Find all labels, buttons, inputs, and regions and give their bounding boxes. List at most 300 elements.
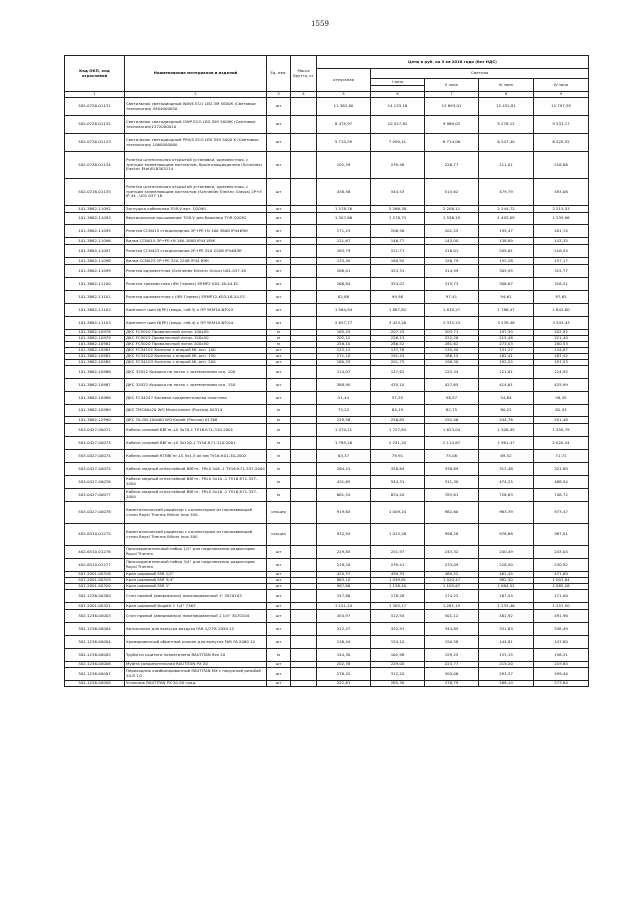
cell-mass (291, 424, 317, 437)
table-row (65, 238, 589, 245)
cell-zone-1: 544,31 (371, 476, 425, 489)
cell-zone-4: 221,40 (534, 336, 589, 342)
cell-mass (291, 502, 317, 524)
cell-zone-2: 305,06 (425, 668, 479, 681)
cell-zone-4: 82,43 (534, 405, 589, 417)
cell-zone-4: 147,80 (534, 636, 589, 649)
cell-unit: шт (267, 360, 291, 366)
cell-zone-4: 216,54 (534, 245, 589, 258)
cell-unit: шт (267, 134, 291, 152)
cell-code: 101-3862-11096 (65, 238, 125, 245)
cell-name: Кабель медный огнестойкий ВВГнг- FRLS 5x10 -1 ТУ16.К71-337-2004 (125, 476, 267, 489)
cell-zone-4: 1 539,96 (534, 213, 589, 225)
cell-name: Кабель силовой ВВГнг-LS 3x120-1 ТУ16.К71-310-2001 (125, 437, 267, 450)
cell-name: ДКС FC5010 Проволочный лоток 100х50 (125, 330, 267, 336)
cell-mass (291, 245, 317, 258)
cell-unit: секция (267, 524, 291, 546)
cell-code: 507-2001-00318 (65, 572, 125, 578)
cell-zone-3: 94,61 (479, 291, 534, 304)
cell-zone-3: 312,48 (479, 463, 534, 476)
cell-mass (291, 225, 317, 238)
cell-zone-2: 188,15 (425, 354, 479, 360)
cell-zone-1: 84,19 (371, 405, 425, 417)
table-row (65, 206, 589, 213)
cell-zone-4: 12 797,59 (534, 98, 589, 116)
cell-unit: шт (267, 225, 291, 238)
cell-zone-4: 488,54 (534, 476, 589, 489)
cell-zone-3: 462,45 (479, 572, 534, 578)
table-row (65, 649, 589, 662)
cell-name: ДКС FC5020 Проволочный лоток 200х50 (125, 342, 267, 348)
header-zone-4: IV зона (534, 79, 589, 92)
cell-code: 302-1236-00006 (65, 662, 125, 668)
cell-mass (291, 379, 317, 392)
cell-zone-3: 240,49 (479, 546, 534, 559)
cell-otpusk: 121,67 (317, 238, 371, 245)
table-row (65, 116, 589, 134)
cell-code: 101-3862-10989 (65, 405, 125, 417)
table-row (65, 258, 589, 265)
cell-code: 101-3862-11093 (65, 213, 125, 225)
cell-zone-4: 973,47 (534, 502, 589, 524)
cell-zone-1: 239,48 (371, 152, 425, 179)
cell-zone-1: 285,30 (371, 681, 425, 687)
header-mass: Масса брутто, кг (291, 56, 317, 92)
cell-code: 101-3862-10985 (65, 360, 125, 366)
cell-mass (291, 278, 317, 291)
cell-unit: шт (267, 636, 291, 649)
cell-name: Автоклапан для выпуска воздуха FAR 1/2 FA 2050 12 (125, 623, 267, 636)
cell-zone-3: 209,81 (479, 245, 534, 258)
cell-zone-1: 191,43 (371, 354, 425, 360)
cell-unit: м (267, 342, 291, 348)
cell-unit: шт (267, 317, 291, 330)
cell-zone-4: 56,35 (534, 392, 589, 405)
cell-unit: шт (267, 584, 291, 590)
cell-name: Кабель медный огнестойкий ВВГнг- FRLS 5x6 -1 ТУ16.К71-337-2004 (125, 463, 267, 476)
cell-unit: шт (267, 572, 291, 578)
cell-name: Розетка штепсельная открытой установки, одноместная, с третьим заземляющим контактом (Schneider Electric Glossa) 2P+E IP 44 , U01 037 18 (125, 179, 267, 206)
cell-zone-2: 281,62 (425, 342, 479, 348)
cell-zone-2: 198,30 (425, 360, 479, 366)
cell-mass (291, 213, 317, 225)
cell-zone-1: 312,20 (371, 668, 425, 681)
cell-name: Кран шаровый FAR 1/2" (125, 572, 267, 578)
cell-zone-4: 3 343,43 (534, 317, 589, 330)
cell-unit: шт (267, 348, 291, 354)
cell-otpusk: 63,37 (317, 450, 371, 463)
cell-zone-4: 338,49 (534, 623, 589, 636)
cell-zone-2: 150,58 (425, 636, 479, 649)
cell-zone-3: 1 508,45 (479, 424, 534, 437)
cell-code: 101-3862-11097 (65, 245, 125, 258)
cell-name: Хромированный обратный клапан для выпуска FAR FA 2080 12 (125, 636, 267, 649)
cell-otpusk: 229,58 (317, 417, 371, 424)
cell-zone-4: 2 020,54 (534, 437, 589, 450)
cell-otpusk: 252,61 (317, 681, 371, 687)
cell-zone-4: 1 257,50 (534, 603, 589, 610)
cell-zone-2: 2 208,11 (425, 206, 479, 213)
cell-code: 101-3862-10978 (65, 330, 125, 336)
cell-unit: шт (267, 258, 291, 265)
cell-zone-3: 182,41 (479, 354, 534, 360)
cell-otpusk: 1 121,24 (317, 603, 371, 610)
cell-zone-4: 1 550,79 (534, 424, 589, 437)
cell-zone-1: 160,92 (371, 258, 425, 265)
cell-code: 302-1236-00004 (65, 636, 125, 649)
cell-zone-1: 1 039,61 (371, 578, 425, 584)
cell-zone-3: 54,84 (479, 392, 534, 405)
cell-zone-3: 479,79 (479, 179, 534, 206)
cell-zone-4: 143,35 (534, 238, 589, 245)
cell-code: 101-3862-10981 (65, 348, 125, 354)
cell-unit: м (267, 649, 291, 662)
table-row (65, 179, 589, 206)
cell-name: ДКС FC34102 Консоль с опорой ML осн. 150 (125, 354, 267, 360)
cell-code: 101-3862-10986 (65, 366, 125, 379)
cell-zone-3: 80,22 (479, 405, 534, 417)
cell-zone-2: 233,09 (425, 559, 479, 572)
cell-otpusk: 2 837,77 (317, 317, 371, 330)
cell-zone-3: 1 064,52 (479, 584, 534, 590)
cell-mass (291, 450, 317, 463)
cell-name: Присоединительный набор 1/2" для подключения радиаторов Royal Thermo (125, 546, 267, 559)
cell-zone-2: 82,75 (425, 405, 479, 417)
cell-zone-2: 143,00 (425, 238, 479, 245)
cell-mass (291, 681, 317, 687)
table-row (65, 681, 589, 687)
cell-zone-2: 6 714,06 (425, 134, 479, 152)
header-zone-2: II зона (425, 79, 479, 92)
cell-zone-4: 299,44 (534, 668, 589, 681)
cell-code: 402-8310-01275 (65, 524, 125, 546)
cell-unit: шт (267, 392, 291, 405)
cell-zone-2: 252,46 (425, 417, 479, 424)
cell-otpusk: 133,40 (317, 258, 371, 265)
cell-name: Стоп прямой (американка) никелированный 1" 3070103 (125, 590, 267, 603)
cell-zone-3: 6 247,40 (479, 134, 534, 152)
cell-zone-3: 1 492,09 (479, 213, 534, 225)
cell-zone-2: 3 335,23 (425, 317, 479, 330)
cell-code: 507-2001-00320 (65, 584, 125, 590)
cell-code: 503-0427-00074 (65, 450, 125, 463)
cell-zone-4: 171,00 (534, 590, 589, 603)
cell-otpusk: 165,25 (317, 330, 371, 336)
cell-unit: шт (267, 245, 291, 258)
cell-unit: шт (267, 603, 291, 610)
cell-zone-3: 121,61 (479, 366, 534, 379)
cell-zone-2: 996,28 (425, 524, 479, 546)
cell-zone-3: 726,83 (479, 489, 534, 502)
cell-zone-4: 1 001,84 (534, 578, 589, 584)
cell-zone-2: 223,77 (425, 662, 479, 668)
table-row (65, 98, 589, 116)
cell-zone-1: 324,07 (371, 278, 425, 291)
table-row (65, 265, 589, 278)
header-unit: Ед. изм. (267, 56, 291, 92)
cell-zone-1: 512,54 (371, 610, 425, 623)
table-row (65, 225, 589, 238)
cell-unit: шт (267, 213, 291, 225)
cell-name: Розетка CCN423 стационарная 2P+PE 32А 220В IP44ИЭК (125, 245, 267, 258)
cell-zone-4: 2 213,53 (534, 206, 589, 213)
cell-name: Вилка CCN015 3P+PE+N 16А 380В IP44 ИЭК (125, 238, 267, 245)
cell-zone-2: 174,22 (425, 590, 479, 603)
cell-zone-4: 197,53 (534, 360, 589, 366)
cell-mass (291, 437, 317, 450)
cell-zone-2: 125,44 (425, 366, 479, 379)
cell-zone-1: 229,00 (371, 662, 425, 668)
cell-zone-3: 144,81 (479, 636, 534, 649)
cell-zone-2: 216,01 (425, 245, 479, 258)
cell-zone-2: 1 839,27 (425, 304, 479, 317)
col-number: 1 (65, 92, 125, 98)
cell-code: 302-1236-00004 (65, 623, 125, 636)
cell-otpusk: 180,33 (317, 360, 371, 366)
cell-code: 101-3862-10988 (65, 392, 125, 405)
cell-zone-2: 201,25 (425, 225, 479, 238)
cell-code: 503-0427-00078 (65, 502, 125, 524)
cell-zone-3: 414,61 (479, 379, 534, 392)
cell-mass (291, 179, 317, 206)
cell-name: Розетка CCN415 стационарная 3P+PE+N 16А 380В IP44ИЭК (125, 225, 267, 238)
cell-name: Муфта соединительная RAUTITAN PX 20 (125, 662, 267, 668)
cell-unit: м (267, 463, 291, 476)
cell-zone-2: 427,65 (425, 379, 479, 392)
cell-zone-3: 963,39 (479, 502, 534, 524)
cell-mass (291, 206, 317, 213)
cell-name: Светильник светодиодный WAVE ECO LED 3M 5000К (Световые технологии) 4504000050 (125, 98, 267, 116)
table-row (65, 590, 589, 603)
cell-zone-1: 1 009,24 (371, 502, 425, 524)
cell-mass (291, 489, 317, 502)
cell-unit: м (267, 476, 291, 489)
cell-zone-3: 167,54 (479, 590, 534, 603)
table-row (65, 424, 589, 437)
cell-name: Светильник светодиодный OWP ECO LED 595 5000К (Световые технологии)1372000010 (125, 116, 267, 134)
cell-otpusk: 256,10 (317, 342, 371, 348)
cell-zone-4: 243,04 (534, 546, 589, 559)
cell-zone-3: 305,95 (479, 265, 534, 278)
cell-otpusk: 863,10 (317, 578, 371, 584)
cell-zone-1: 221,71 (371, 245, 425, 258)
cell-zone-3: 152,28 (479, 258, 534, 265)
table-row (65, 463, 589, 476)
cell-otpusk: 438,56 (317, 179, 371, 206)
cell-zone-4: 156,31 (534, 649, 589, 662)
cell-zone-2: 75,06 (425, 450, 479, 463)
cell-zone-2: 13 893,01 (425, 98, 479, 116)
cell-zone-1: 201,75 (371, 360, 425, 366)
cell-mass (291, 649, 317, 662)
cell-zone-4: 425,99 (534, 379, 589, 392)
cell-otpusk: 420,37 (317, 572, 371, 578)
cell-zone-2: 9 969,03 (425, 116, 479, 134)
cell-otpusk: 136,44 (317, 636, 371, 649)
cell-otpusk: 202,12 (317, 336, 371, 342)
cell-name: Розетка одноместная с (IEK Гермес) ERMP12-K03-16-54-EC (125, 291, 267, 304)
cell-code: 101-3862-11095 (65, 225, 125, 238)
cell-unit: шт (267, 206, 291, 213)
cell-zone-4: 71,72 (534, 450, 589, 463)
cell-unit: шт (267, 559, 291, 572)
cell-zone-1: 1 727,83 (371, 424, 425, 437)
cell-zone-1: 137,76 (371, 348, 425, 354)
cell-zone-4: 157,17 (534, 258, 589, 265)
cell-unit: шт (267, 546, 291, 559)
cell-zone-3: 474,25 (479, 476, 534, 489)
cell-zone-3: 153,15 (479, 649, 534, 662)
cell-mass (291, 623, 317, 636)
cell-zone-1: 1 887,82 (371, 304, 425, 317)
cell-name: Стоп прямой (американка) никелированный 1 1/4" 3070104 (125, 610, 267, 623)
cell-unit: шт (267, 304, 291, 317)
cell-zone-1: 99,98 (371, 291, 425, 304)
cell-otpusk: 312,47 (317, 623, 371, 636)
cell-zone-4: 1 085,26 (534, 584, 589, 590)
cell-unit: м (267, 330, 291, 336)
cell-zone-3: 131,27 (479, 348, 534, 354)
cell-zone-4: 748,72 (534, 489, 589, 502)
cell-mass (291, 417, 317, 424)
table-row (65, 392, 589, 405)
header-name: Наименование материалов и изделий (125, 56, 267, 92)
cell-otpusk: 268,84 (317, 278, 371, 291)
cell-zone-1: 1 305,17 (371, 603, 425, 610)
cell-zone-1: 79,91 (371, 450, 425, 463)
cell-zone-1: 226,13 (371, 336, 425, 342)
cell-name: Комплект шин N(PE) (медь, габ.3) к ПР YKM10-NP-03 (125, 304, 267, 317)
cell-name: Угольник RAUTITAN PX 20-90 град. (125, 681, 267, 687)
cell-zone-1: 146,77 (371, 238, 425, 245)
cell-zone-2: 159,25 (425, 649, 479, 662)
table-row (65, 502, 589, 524)
cell-code: 302-1236-00003 (65, 610, 125, 623)
cell-mass (291, 152, 317, 179)
table-row (65, 134, 589, 152)
table-row (65, 623, 589, 636)
cell-code: 101-3862-10981 (65, 342, 125, 348)
cell-code: 502-0726-01131 (65, 98, 125, 116)
cell-mass (291, 405, 317, 417)
cell-name: Светильник светодиодный PRS/S ECO LED 595 5000 K (Световые технологии) 1060000060 (125, 134, 267, 152)
cell-otpusk: 5 710,59 (317, 134, 371, 152)
cell-zone-1: 10 527,82 (371, 116, 425, 134)
cell-mass (291, 134, 317, 152)
cell-name: ДКС 35522 Крышка на лоток с заземлением осн. 100 (125, 366, 267, 379)
cell-zone-2: 278,79 (425, 681, 479, 687)
cell-zone-4: 316,51 (534, 278, 589, 291)
cell-unit: м (267, 336, 291, 342)
table-row (65, 405, 589, 417)
cell-zone-2: 501,12 (425, 610, 479, 623)
cell-unit: м (267, 424, 291, 437)
cell-name: Биметаллический радиатор с коллектором из нержавеющей стали Royal Thermo Biliner Inox 500 (125, 524, 267, 546)
cell-mass (291, 559, 317, 572)
cell-unit: шт (267, 662, 291, 668)
cell-otpusk: 51,44 (317, 392, 371, 405)
table-row (65, 152, 589, 179)
cell-zone-2: 97,41 (425, 291, 479, 304)
cell-otpusk: 114,07 (317, 366, 371, 379)
cell-unit: шт (267, 116, 291, 134)
cell-otpusk: 284,41 (317, 463, 371, 476)
cell-otpusk: 454,97 (317, 610, 371, 623)
cell-zone-1: 1 126,40 (371, 584, 425, 590)
cell-zone-2: 2 114,67 (425, 437, 479, 450)
cell-otpusk: 661,54 (317, 489, 371, 502)
cell-mass (291, 546, 317, 559)
cell-code: 402-6310-01276 (65, 546, 125, 559)
cell-zone-4: 321,89 (534, 463, 589, 476)
cell-zone-3: 2 144,72 (479, 206, 534, 213)
cell-zone-4: 6 420,52 (534, 134, 589, 152)
cell-mass (291, 603, 317, 610)
cell-name: Биметаллический радиатор с коллектором из нержавеющей стали Royal Thermo Biliner Inox 350 (125, 502, 267, 524)
cell-zone-2: 245,32 (425, 546, 479, 559)
cell-zone-3: 976,68 (479, 524, 534, 546)
cell-unit: шт (267, 610, 291, 623)
table-row (65, 213, 589, 225)
cell-code: 502-0726-01133 (65, 134, 125, 152)
cell-zone-1: 57,55 (371, 392, 425, 405)
cell-unit: шт (267, 578, 291, 584)
cell-otpusk: 1 564,94 (317, 304, 371, 317)
cell-zone-2: 1 623,04 (425, 424, 479, 437)
cell-otpusk: 276,42 (317, 668, 371, 681)
cell-zone-2: 515,62 (425, 179, 479, 206)
cell-zone-3: 197,50 (479, 330, 534, 336)
cell-mass (291, 258, 317, 265)
cell-unit: шт (267, 98, 291, 116)
cell-zone-4: 493,08 (534, 179, 589, 206)
cell-name: Вилка CCN023 2P+PE 32А 220В IP44 ИЭК (125, 258, 267, 265)
cell-unit: м (267, 489, 291, 502)
cell-zone-3: 211,01 (479, 152, 534, 179)
cell-zone-2: 56,57 (425, 392, 479, 405)
cell-code: 503-0427-00072 (65, 424, 125, 437)
table-row (65, 366, 589, 379)
cell-zone-2: 315,73 (425, 278, 479, 291)
cell-otpusk: 218,20 (317, 559, 371, 572)
cell-otpusk: 1 578,76 (317, 206, 371, 213)
cell-otpusk: 11 382,80 (317, 98, 371, 116)
cell-name: Комплект шин N(PE) (медь, габ.4) к ПР YKM10-NP-04 (125, 317, 267, 330)
cell-code: 101-3862-11099 (65, 265, 125, 278)
cell-zone-1: 127,62 (371, 366, 425, 379)
table-row (65, 559, 589, 572)
cell-zone-4: 471,69 (534, 572, 589, 578)
cell-code: 101-3862-11101 (65, 291, 125, 304)
cell-name: Кабель медный огнестойкий ВВГнг- FRLS 5x16 -1 ТУ16.К71-337-2004 (125, 489, 267, 502)
cell-name: Труба из сшитого полиэтилена RAUTITAN flex 20 (125, 649, 267, 662)
col-number: 4 (291, 92, 317, 98)
cell-zone-1: 251,97 (371, 546, 425, 559)
cell-mass (291, 590, 317, 603)
cell-name: Кран шаровый FAR 3/4" (125, 578, 267, 584)
cell-mass (291, 610, 317, 623)
cell-zone-3: 9 276,12 (479, 116, 534, 134)
cell-name: ДКС TA-GN 100x60 WO Короб (Россия) 01766 (125, 417, 267, 424)
cell-zone-3: 982,50 (479, 578, 534, 584)
cell-zone-1: 2 266,38 (371, 206, 425, 213)
cell-name: ДКС FC5015 Проволочный лоток 150х50 (125, 336, 267, 342)
cell-name: ДКС FC34247 Боковая соединительная пластина (125, 392, 267, 405)
cell-zone-3: 195,47 (479, 225, 534, 238)
cell-zone-4: 202,92 (534, 330, 589, 336)
cell-zone-4: 201,74 (534, 225, 589, 238)
cell-zone-1: 544,53 (371, 179, 425, 206)
